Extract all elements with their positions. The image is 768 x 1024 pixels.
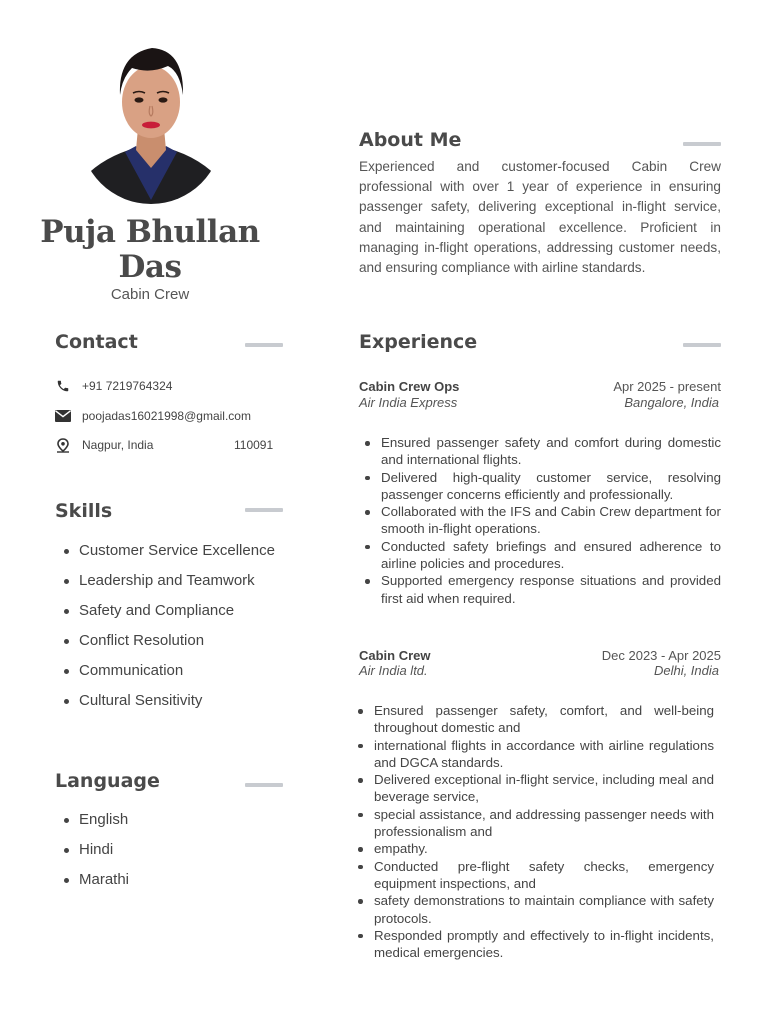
job-duties-list [352, 702, 714, 961]
job-dates: Apr 2025 - present [613, 379, 721, 394]
list-item: Ensured passenger safety and comfort during domestic and international flights. [359, 434, 721, 469]
about-text: Experienced and customer-focused Cabin Crew professional with over 1 year of experience in ensuring passenger safety, delivering exceptional in-flight service, and maintaining operational excellence. Proficient in managing in-flight operations, addressing customer needs, and ensuring compliance with airline standards. [359, 159, 721, 276]
location-pin-icon [55, 437, 71, 453]
job-dates: Dec 2023 - Apr 2025 [601, 648, 721, 663]
job-title: Cabin Crew Ops [359, 379, 460, 394]
list-item: Collaborated with the IFS and Cabin Crew department for smooth in-flight operations. [359, 503, 721, 538]
skills-heading: Skills [55, 500, 113, 522]
skills-heading-bar [245, 508, 283, 512]
language-heading: Language [55, 770, 160, 792]
contact-heading: Contact [55, 331, 138, 353]
address-text: Nagpur, India [82, 438, 154, 452]
list-item: Communication [62, 656, 282, 686]
contact-heading-bar [245, 343, 283, 347]
contact-email [55, 407, 251, 425]
email-address[interactable]: poojadas16021998@gmail.com [82, 409, 251, 423]
list-item: Delivered exceptional in-flight service, including meal and beverage service, [352, 771, 714, 806]
experience-heading-bar [683, 343, 721, 347]
list-item: Customer Service Excellence [62, 536, 282, 566]
job-company: Air India Express [359, 395, 458, 410]
experience-heading: Experience [359, 331, 478, 353]
contact-phone [55, 377, 172, 395]
phone-number[interactable]: +91 7219764324 [82, 379, 173, 393]
job-location: Delhi, India [653, 663, 719, 678]
job-duties-list [359, 434, 721, 607]
list-item: Hindi [62, 835, 262, 865]
list-item: Conducted safety briefings and ensured adherence to airline policies and procedures. [359, 538, 721, 573]
list-item: Conflict Resolution [62, 626, 282, 656]
list-item: Safety and Compliance [62, 596, 282, 626]
list-item: empathy. [352, 840, 714, 857]
profile-photo [80, 40, 222, 204]
job-company: Air India ltd. [359, 663, 428, 678]
list-item: Cultural Sensitivity [62, 686, 282, 716]
job-location: Bangalore, India [624, 395, 719, 410]
list-item: Conducted pre-flight safety checks, emergency equipment inspections, and [352, 858, 714, 893]
list-item: English [62, 805, 262, 835]
phone-icon [55, 378, 71, 394]
candidate-name: Puja Bhullan Das [40, 214, 260, 285]
list-item: international flights in accordance with airline regulations and DGCA standards. [352, 737, 714, 772]
about-heading-bar [683, 142, 721, 146]
list-item: Delivered high-quality customer service, resolving passenger concerns efficiently and professionally. [359, 469, 721, 504]
language-heading-bar [245, 783, 283, 787]
list-item: Supported emergency response situations and provided first aid when required. [359, 572, 721, 607]
list-item: Ensured passenger safety, comfort, and well-being throughout domestic and [352, 702, 714, 737]
language-list [62, 805, 262, 895]
list-item: Responded promptly and effectively to in-flight incidents, medical emergencies. [352, 927, 714, 962]
candidate-role: Cabin Crew [110, 286, 190, 303]
list-item: special assistance, and addressing passenger needs with professionalism and [352, 806, 714, 841]
contact-address [55, 436, 153, 454]
about-heading: About Me [359, 129, 462, 151]
list-item: safety demonstrations to maintain compliance with safety protocols. [352, 892, 714, 927]
envelope-icon [55, 408, 71, 424]
address-zip: 110091 [234, 438, 274, 452]
job-title: Cabin Crew [359, 648, 431, 663]
list-item: Leadership and Teamwork [62, 566, 282, 596]
list-item: Marathi [62, 865, 262, 895]
skills-list [62, 536, 282, 716]
